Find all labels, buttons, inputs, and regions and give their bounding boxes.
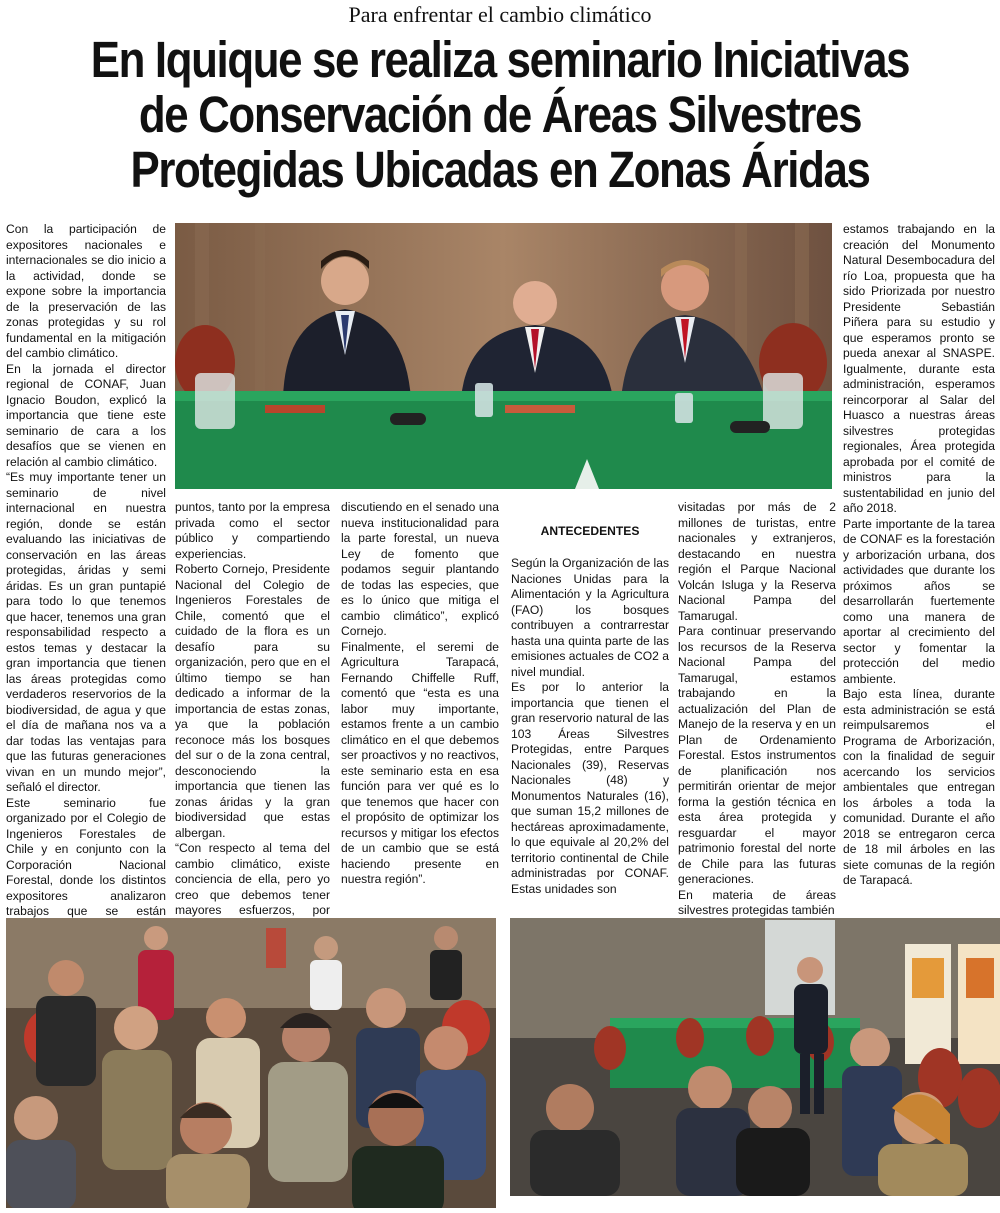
paragraph: Finalmente, el seremi de Agricultura Tarapacá, Fernando Chiffelle Ruff, comentó que “esta es una labor muy importante, estamos frente a un cambio climático en el que debemos ser proactivos y no reactivos, este seminario esta en esa función para ver qué es lo que tenemos que hacer con el propósito de optimizar los recursos y mitigar los efectos de un cambio que se está haciendo presente en nuestra región”.: [341, 639, 499, 886]
paragraph: puntos, tanto por la empresa privada como el sector público y compartiendo experiencias.: [175, 500, 330, 561]
paragraph: Este seminario fue organizado por el Colegio de Ingenieros Forestales de Chile y en conjunto con la Corporación Nacional Forestal, donde los distintos expositores analizaron trabajos que se están: [6, 795, 166, 918]
article-column-1: [6, 222, 166, 935]
paragraph: discutiendo en el senado una nueva institucionalidad para la parte forestal, un nueva Ley de fomento que podamos seguir plantando de todas las especies, que es lo único que mitiga el cambio climático”, explicó Cornejo.: [341, 500, 499, 638]
paragraph: Es por lo anterior la importancia que tienen el gran reservorio natural de las 103 Áreas Silvestres Protegidas, entre Parques Nacionales (39), Reservas Nacionales (48) y Monumentos Naturales (16), que suman 15,2 millones de hectáreas aproximadamente, lo que equivale al 20,2% del territorio continental de Chile administradas por CONAF. Estas unidades son: [511, 680, 669, 896]
paragraph: Para continuar preservando los recursos de la Reserva Nacional Pampa del Tamarugal, estamos trabajando en la actualización del Plan de Manejo de la reserva y en un Plan de Ordenamiento Forestal. Estos instrumentos de planificación nos permitirán orientar de mejor forma la gestión técnica en esta área protegida y resguardar el mayor patrimonio forestal del norte de Chile para las futuras generaciones.: [678, 624, 836, 886]
panel-photo-art: [175, 223, 832, 489]
section-heading-antecedentes: ANTECEDENTES: [540, 524, 640, 538]
paragraph: Parte importante de la tarea de CONAF es la forestación y arborización urbana, dos actividades que durante los próximos años se desarrollarán fuertemente como una manera de aportar al crecimiento del sector y fomentar la protección del medio ambiente.: [843, 516, 995, 686]
paragraph: Con la participación de expositores nacionales e internacionales se dio inicio a la actividad, donde se expone sobre la importancia de la preservación de las zonas protegidas y su rol fundamental en la mitigación del cambio climático.: [6, 222, 166, 360]
audience-photo: [6, 918, 496, 1208]
paragraph: Bajo esta línea, durante esta administración se está reimpulsaremos el Programa de Arborización, con la finalidad de seguir acercando los servicios ambientales que entregan los árboles a toda la comunidad. Durante el año 2018 se entregaron cerca de 18 mil árboles en las siete comunas de la región de Tarapacá.: [843, 687, 995, 887]
headline: [79, 32, 922, 197]
article-column-4: [511, 556, 669, 897]
paragraph: estamos trabajando en la creación del Monumento Natural Desembocadura del río Loa, propuesta que ha sido Priorizada por nuestro Presidente Sebastián Piñera para su estudio y que esperamos pronto se pueda anexar al SNASPE. Igualmente, durante esta administración, esperamos reincorporar al Salar del Huasco a nuestras áreas silvestres protegidas regionales, Área protegida aprobada por el comité de ministros para la sustentabilidad en junio del año 2018.: [843, 222, 995, 515]
paragraph: “Con respecto al tema del cambio climático, existe conciencia de ella, pero yo creo que debemos tener mayores esfuerzos, por: [175, 841, 330, 917]
paragraph: En materia de áreas silvestres protegidas también: [678, 887, 836, 917]
article-column-2: [175, 500, 330, 934]
paragraph: “Es muy importante tener un seminario de nivel internacional en nuestra región, donde se están evaluando las iniciativas de conservación en las áreas protegidas, áridas y semi áridas. Es un gran puntapié para todo lo que tenemos que hacer, tenemos una gran responsabilidad respecto a estos temas y destacar la gran importancia que tienen las áreas protegidas como verdaderos reservorios de la biodiversidad, de agua y que el día de mañana nos va a dar todas las ventajas para que las futuras generaciones vivan en un mundo mejor”, señaló el director.: [6, 470, 166, 794]
article-column-6: [843, 222, 995, 889]
speaker-photo: [510, 918, 1000, 1196]
audience-photo-art: [6, 918, 496, 1208]
paragraph: En la jornada el director regional de CONAF, Juan Ignacio Boudon, explicó la importancia que tiene este seminario de cara a los desafíos que se vienen en relación al cambio climático.: [6, 361, 166, 469]
panel-photo: [175, 223, 832, 489]
headline-line-1: En Iquique se realiza seminario Iniciativas: [90, 31, 910, 88]
headline-line-2: de Conservación de Áreas Silvestres: [138, 86, 862, 143]
speaker-photo-art: [510, 918, 1000, 1196]
kicker: Para enfrentar el cambio climático: [348, 2, 652, 27]
article-column-3: [341, 500, 499, 888]
headline-line-3: Protegidas Ubicadas en Zonas Áridas: [130, 141, 870, 198]
paragraph: Roberto Cornejo, Presidente Nacional del Colegio de Ingenieros Forestales de Chile, comentó que el cuidado de la flora es un desafío para su organización, pero que en el último tiempo se han dedicado a informar de la importancia de estas zonas, ya que la población reconoce más los bosques del sur o de la zona central, desconociendo la importancia que tienen las zonas áridas y la gran biodiversidad que estas albergan.: [175, 562, 330, 840]
paragraph: visitadas por más de 2 millones de turistas, entre nacionales y extranjeros, destacando en nuestra región el Parque Nacional Volcán Isluga y la Reserva Nacional Pampa del Tamarugal.: [678, 500, 836, 623]
paragraph: Según la Organización de las Naciones Unidas para la Alimentación y la Agricultura (FAO) los bosques contribuyen a contrarrestar hasta una quinta parte de las emisiones actuales de CO2 a nivel mundial.: [511, 556, 669, 679]
article-column-5: [678, 500, 836, 919]
